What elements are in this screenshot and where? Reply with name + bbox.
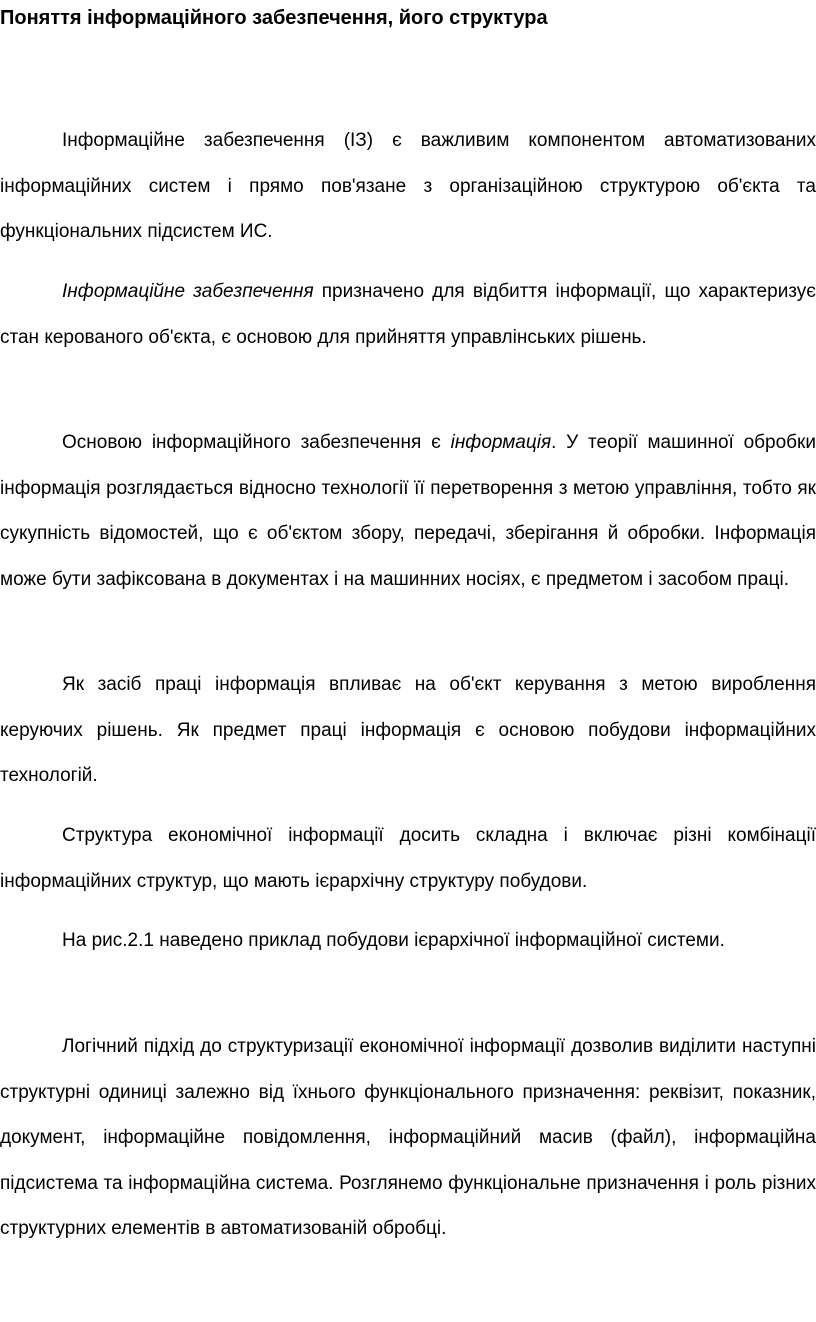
- term-information-support: Інформаційне забезпечення: [62, 281, 314, 302]
- document-title: Поняття інформаційного забезпечення, його структура: [0, 7, 548, 29]
- paragraph-information-basis: [0, 420, 816, 602]
- paragraph-figure-reference: [0, 918, 816, 964]
- paragraph-definition: [0, 269, 816, 360]
- paragraph-intro-text: Інформаційне забезпечення (ІЗ) є важливим компонентом автоматизованих інформаційних систем і прямо пов'язане з організаційною структурою об'єкта та функціональних підсистем ИС.: [0, 130, 816, 242]
- paragraph-means-of-labor-text: Як засіб праці інформація впливає на об'єкт керування з метою вироблення керуючих рішень. Як предмет праці інформація є основою побудови інформаційних технологій.: [0, 674, 816, 786]
- paragraph-structure: [0, 813, 816, 904]
- paragraph-definition-text: призначено для відбиття інформації, що характеризує стан керованого об'єкта, є основою для прийняття управлінських рішень.: [0, 281, 816, 348]
- paragraph-information-basis-lead: Основою інформаційного забезпечення є: [62, 432, 451, 453]
- paragraph-intro: [0, 118, 816, 255]
- paragraph-information-basis-text: . У теорії машинної обробки інформація розглядається відносно технології її перетворення з метою управління, тобто як сукупність відомостей, що є об'єктом збору, передачі, зберігання й обробки. Інформація може бути зафіксована в документах і на машинних носіях, є предметом і засобом праці.: [0, 432, 816, 590]
- paragraph-structural-units: [0, 1024, 816, 1252]
- paragraph-structural-units-text: Логічний підхід до структуризації економічної інформації дозволив виділити наступні структурні одиниці залежно від їхнього функціонального призначення: реквізит, показник, документ, інформаційне повідомлення, інформаційний масив (файл), інформаційна підсистема та інформаційна система. Розглянемо функціональне призначення і роль різних структурних елементів в автоматизованій обробці.: [0, 1036, 816, 1239]
- term-information: інформація: [450, 432, 552, 453]
- paragraph-means-of-labor: [0, 662, 816, 799]
- paragraph-figure-reference-text: На рис.2.1 наведено приклад побудови ієрархічної інформаційної системи.: [62, 930, 725, 951]
- paragraph-structure-text: Структура економічної інформації досить складна і включає різні комбінації інформаційних структур, що мають ієрархічну структуру побудови.: [0, 825, 816, 892]
